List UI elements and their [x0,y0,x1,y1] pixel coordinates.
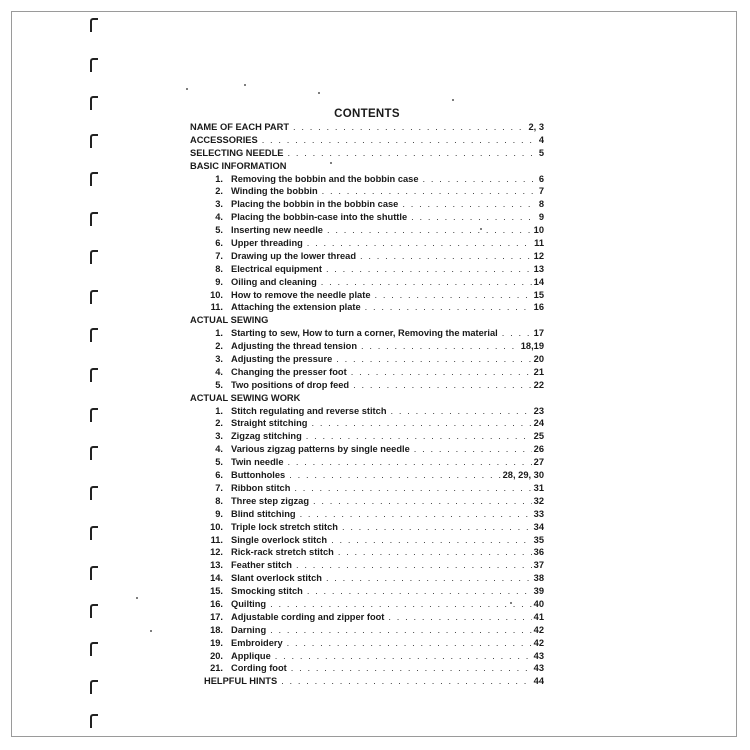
toc-entry-label: Cording foot [231,663,287,674]
toc-leader-dots [402,198,536,211]
toc-section-heading: ACTUAL SEWING WORK [190,392,301,403]
toc-entry-label: Blind stitching [231,508,296,519]
toc-leader-dots [270,598,532,611]
toc-entry-label: Drawing up the lower thread [231,250,357,261]
toc-leader-dots [414,443,532,456]
toc-entry [190,637,544,650]
binder-hole-icon [90,58,98,72]
toc-entry-number: 5. [215,225,223,236]
toc-leader-dots [353,379,532,392]
toc-entry [190,443,544,456]
toc-entry [190,160,544,173]
toc-leader-dots [326,263,532,276]
toc-entry [190,662,544,675]
binder-hole-icon [90,526,98,540]
toc-entry-label: Various zigzag patterns by single needle [231,444,410,455]
toc-page-number: 2, 3 [528,122,544,132]
toc-entry-label: Placing the bobbin-case into the shuttle [231,212,408,223]
toc-entry-label: Triple lock stretch stitch [231,521,338,532]
toc-entry [190,417,544,430]
toc-entry-label: Quilting [231,598,267,609]
binder-hole-icon [90,566,98,580]
toc-entry-number: 5. [215,457,223,468]
toc-page-number: 21 [533,366,544,377]
binder-hole-icon [90,212,98,226]
toc-entry-label: Zigzag stitching [231,431,302,442]
toc-entry-label: Adjusting the pressure [231,354,333,365]
toc-page-number: 20 [533,354,544,365]
toc-entry [190,598,544,611]
binder-hole-icon [90,486,98,500]
toc-leader-dots [275,650,532,663]
toc-page-number: 12 [533,250,544,261]
toc-entry [190,366,544,379]
toc-page-number: 36 [533,547,544,558]
toc-page-number: 14 [533,276,544,287]
toc-leader-dots [293,121,526,134]
toc-entry [190,263,544,276]
toc-page-number: 31 [533,482,544,493]
toc-entry [190,327,544,340]
toc-entry [190,121,544,134]
toc-leader-dots [360,250,532,263]
toc-entry-number: 8. [215,495,223,506]
toc-leader-dots [289,469,500,482]
toc-leader-dots [288,147,537,160]
toc-entry [190,173,544,186]
toc-page-number: 39 [533,586,544,597]
toc-entry [190,379,544,392]
toc-leader-dots [331,534,532,547]
toc-entry [190,250,544,263]
toc-page-number: 42 [533,624,544,635]
toc-leader-dots [388,611,531,624]
binder-hole-icon [90,642,98,656]
toc-entry-label: Darning [231,624,267,635]
toc-entry-label: Adjustable cording and zipper foot [231,611,385,622]
toc-entry [190,650,544,663]
toc-entry-label: Placing the bobbin in the bobbin case [231,199,399,210]
toc-leader-dots [338,546,532,559]
toc-entry [190,211,544,224]
toc-entry-label: Winding the bobbin [231,186,318,197]
toc-entry-number: 11. [210,302,223,313]
toc-leader-dots [300,508,532,521]
toc-page-number: 28, 29, 30 [502,470,544,481]
toc-list [190,121,544,688]
toc-entry-label: Ribbon stitch [231,482,291,493]
toc-entry-number: 3. [215,354,223,365]
toc-leader-dots [291,662,532,675]
toc-entry-number: 7. [215,250,223,261]
toc-page-number: 35 [533,534,544,545]
toc-page-number: 24 [533,418,544,429]
toc-entry-label: Inserting new needle [231,225,323,236]
toc-section-heading: ACTUAL SEWING [190,315,269,326]
toc-page-number: 5 [538,147,544,158]
toc-leader-dots [287,637,532,650]
toc-entry-number: 1. [215,405,223,416]
toc-page-number: 33 [533,508,544,519]
toc-leader-dots [270,624,532,637]
toc-leader-dots [281,675,531,688]
toc-page-number: 13 [533,263,544,274]
toc-entry-number: 11. [210,534,223,545]
toc-page-number: 25 [533,431,544,442]
toc-entry-number: 8. [215,263,223,274]
toc-entry-label: Electrical equipment [231,263,322,274]
toc-leader-dots [502,327,532,340]
binder-holes [90,0,104,750]
toc-leader-dots [351,366,532,379]
toc-leader-dots [391,405,532,418]
toc-page-number: 10 [533,225,544,236]
toc-entry [190,314,544,327]
toc-page-number: 43 [533,663,544,674]
toc-entry-label: Buttonholes [231,470,286,481]
binder-hole-icon [90,18,98,32]
toc-entry-number: 12. [210,547,223,558]
toc-entry [190,276,544,289]
toc-page-number: 11 [534,238,544,249]
toc-page-number: 9 [538,212,544,223]
toc-leader-dots [423,173,537,186]
toc-entry-label: ACCESSORIES [190,134,258,145]
toc-leader-dots [288,456,532,469]
toc-entry-label: Oiling and cleaning [231,276,317,287]
toc-page-number: 18,19 [520,341,544,352]
toc-entry-number: 4. [215,366,223,377]
toc-entry-number: 16. [210,598,223,609]
toc-entry-number: 4. [215,212,223,223]
toc-entry-number: 3. [215,199,223,210]
toc-entry [190,198,544,211]
toc-entry [190,430,544,443]
table-of-contents [190,108,544,688]
toc-entry-label: HELPFUL HINTS [204,676,278,687]
toc-leader-dots [294,482,531,495]
toc-entry-number: 2. [215,418,223,429]
toc-page-number: 4 [538,134,544,145]
toc-entry-number: 18. [210,624,223,635]
toc-page-number: 40 [533,598,544,609]
toc-entry-number: 7. [215,482,223,493]
toc-entry-number: 2. [215,186,223,197]
toc-entry [190,675,544,688]
toc-leader-dots [306,430,532,443]
toc-entry-number: 5. [215,379,223,390]
toc-entry [190,611,544,624]
toc-entry [190,495,544,508]
toc-page-number: 17 [533,328,544,339]
toc-entry [190,624,544,637]
toc-entry-number: 17. [210,611,223,622]
toc-page-number: 43 [533,650,544,661]
toc-entry-label: Two positions of drop feed [231,379,350,390]
toc-entry [190,340,544,353]
toc-leader-dots [311,417,531,430]
toc-entry-label: SELECTING NEEDLE [190,147,284,158]
toc-page-number: 41 [533,611,544,622]
toc-entry [190,521,544,534]
toc-page-number: 7 [538,186,544,197]
toc-entry [190,147,544,160]
toc-leader-dots [411,211,537,224]
toc-entry [190,572,544,585]
toc-entry-number: 9. [215,508,223,519]
toc-entry-label: Feather stitch [231,560,292,571]
toc-entry [190,482,544,495]
toc-page-number: 26 [533,444,544,455]
toc-leader-dots [375,289,532,302]
toc-leader-dots [307,585,532,598]
toc-leader-dots [321,276,532,289]
toc-entry [190,237,544,250]
toc-entry [190,301,544,314]
toc-leader-dots [342,521,532,534]
toc-page-number: 34 [533,521,544,532]
toc-leader-dots [361,340,519,353]
toc-entry-label: Stitch regulating and reverse stitch [231,405,387,416]
toc-entry-number: 6. [215,470,223,481]
toc-entry [190,469,544,482]
toc-page-number: 15 [533,289,544,300]
toc-leader-dots [313,495,532,508]
toc-entry-number: 10. [210,289,223,300]
toc-entry-number: 1. [215,328,223,339]
toc-entry-number: 14. [210,573,223,584]
binder-hole-icon [90,250,98,264]
toc-entry-number: 1. [215,173,223,184]
toc-page-number: 38 [533,573,544,584]
toc-entry-number: 15. [210,586,223,597]
binder-hole-icon [90,290,98,304]
toc-entry-number: 9. [215,276,223,287]
contents-title: CONTENTS [334,108,400,120]
toc-leader-dots [307,237,532,250]
toc-entry-number: 6. [215,238,223,249]
toc-entry-label: Straight stitching [231,418,308,429]
toc-leader-dots [296,559,532,572]
toc-entry-label: Twin needle [231,457,284,468]
toc-entry-number: 19. [210,637,223,648]
binder-hole-icon [90,96,98,110]
toc-entry-label: Smocking stitch [231,586,303,597]
toc-page-number: 42 [533,637,544,648]
binder-hole-icon [90,172,98,186]
toc-leader-dots [262,134,537,147]
toc-page-number: 8 [538,199,544,210]
toc-entry-label: Starting to sew, How to turn a corner, Removing the material [231,328,498,339]
binder-hole-icon [90,134,98,148]
binder-hole-icon [90,680,98,694]
toc-entry-number: 4. [215,444,223,455]
toc-entry-label: Adjusting the thread tension [231,341,358,352]
toc-page-number: 6 [538,173,544,184]
toc-leader-dots [327,224,532,237]
toc-entry-number: 2. [215,341,223,352]
toc-entry-number: 21. [210,663,223,674]
toc-entry-label: Removing the bobbin and the bobbin case [231,173,419,184]
toc-entry [190,224,544,237]
toc-entry-label: Changing the presser foot [231,366,347,377]
toc-entry-label: Applique [231,650,271,661]
binder-hole-icon [90,408,98,422]
toc-entry [190,585,544,598]
toc-entry-number: 13. [210,560,223,571]
toc-entry [190,289,544,302]
toc-entry-label: Upper threading [231,238,303,249]
toc-entry-number: 20. [210,650,223,661]
toc-entry [190,559,544,572]
toc-entry [190,405,544,418]
toc-entry-label: Three step zigzag [231,495,310,506]
toc-page-number: 23 [533,405,544,416]
toc-entry-label: Rick-rack stretch stitch [231,547,334,558]
toc-section-heading: BASIC INFORMATION [190,160,287,171]
toc-entry-label: Single overlock stitch [231,534,328,545]
binder-hole-icon [90,368,98,382]
toc-leader-dots [336,353,531,366]
toc-page-number: 27 [533,457,544,468]
toc-leader-dots [322,185,537,198]
toc-entry-number: 3. [215,431,223,442]
binder-hole-icon [90,714,98,728]
toc-entry [190,392,544,405]
toc-entry-label: NAME OF EACH PART [190,122,289,132]
toc-entry-label: How to remove the needle plate [231,289,371,300]
toc-entry [190,185,544,198]
toc-leader-dots [365,301,532,314]
toc-entry-label: Attaching the extension plate [231,302,361,313]
toc-page-number: 44 [533,676,544,687]
toc-entry [190,456,544,469]
toc-page-number: 32 [533,495,544,506]
toc-page-number: 22 [533,379,544,390]
toc-page-number: 37 [533,560,544,571]
toc-entry-label: Slant overlock stitch [231,573,322,584]
binder-hole-icon [90,604,98,618]
toc-entry [190,353,544,366]
toc-entry [190,508,544,521]
toc-leader-dots [326,572,532,585]
toc-entry-label: Embroidery [231,637,283,648]
toc-entry-number: 10. [210,521,223,532]
toc-entry [190,546,544,559]
toc-entry [190,534,544,547]
binder-hole-icon [90,446,98,460]
toc-page-number: 16 [533,302,544,313]
toc-entry [190,134,544,147]
binder-hole-icon [90,328,98,342]
